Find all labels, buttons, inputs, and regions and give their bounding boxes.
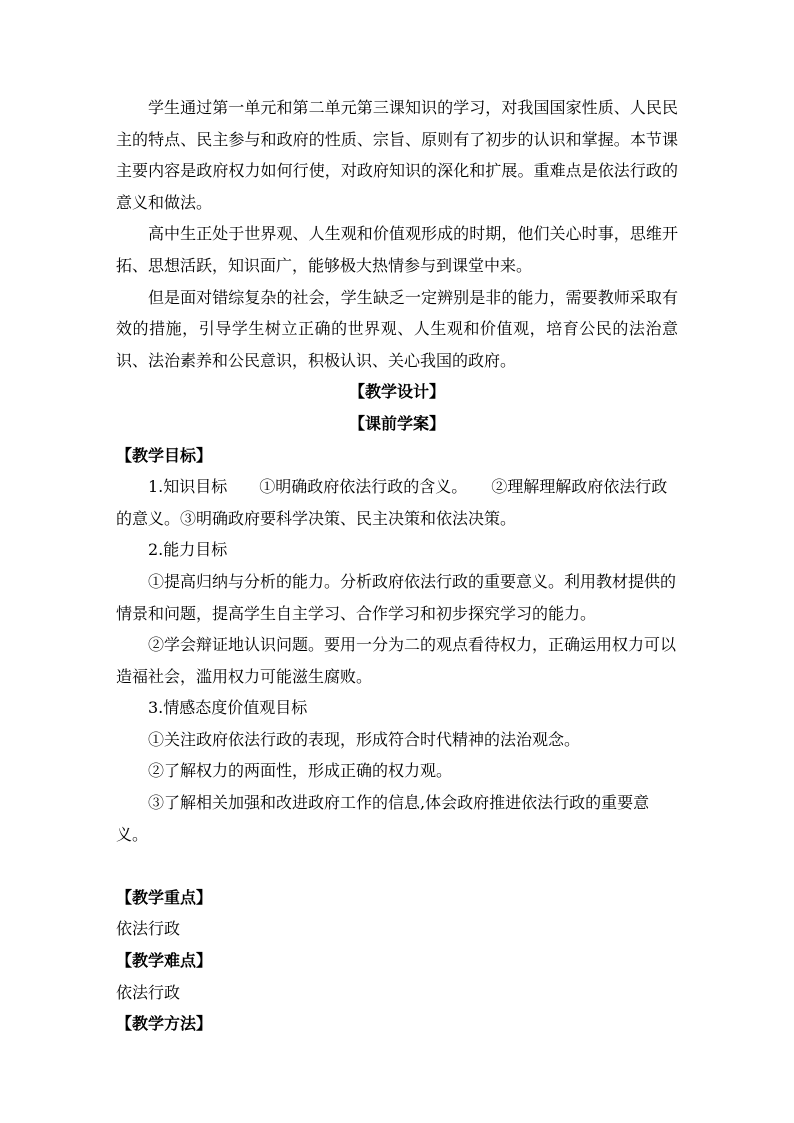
emotion-goal-3: ③了解相关加强和改进政府工作的信息,体会政府推进依法行政的重要意义。 xyxy=(116,793,650,844)
intro-paragraph-2: 高中生正处于世界观、人生观和价值观形成的时期，他们关心时事，思维开拓、思想活跃，知识面广，能够极大热情参与到课堂中来。 xyxy=(116,224,678,275)
ability-goal-1: ①提高归纳与分析的能力。分析政府依法行政的重要意义。利用教材提供的情景和问题，提高学生自主学习、合作学习和初步探究学习的能力。 xyxy=(116,571,677,623)
heading-teaching-goals: 【教学目标】 xyxy=(116,445,213,465)
intro-paragraph-3: 但是面对错综复杂的社会，学生缺乏一定辨别是非的能力，需要教师采取有效的措施，引导学生树立正确的世界观、人生观和价值观，培育公民的法治意识、法治素养和公民意识，积极认识、关心我国的政府。 xyxy=(116,287,678,370)
ability-goal-2: ②学会辩证地认识问题。要用一分为二的观点看待权力，正确运用权力可以造福社会，滥用权力可能滋生腐败。 xyxy=(116,635,677,686)
emotion-goal-2: ②了解权力的两面性，形成正确的权力观。 xyxy=(148,761,453,781)
emotion-goal-1: ①关注政府依法行政的表现，形成符合时代精神的法治观念。 xyxy=(148,729,581,749)
heading-preclass-plan: 【课前学案】 xyxy=(348,413,445,433)
heading-key-point: 【教学重点】 xyxy=(116,887,213,907)
ability-goal-title: 2.能力目标 xyxy=(148,540,228,560)
heading-difficulty: 【教学难点】 xyxy=(116,951,213,971)
blank-line xyxy=(116,850,678,882)
document-body xyxy=(116,92,678,1040)
key-point-text: 依法行政 xyxy=(116,919,181,939)
heading-teaching-design: 【教学设计】 xyxy=(348,382,445,402)
emotion-goal-title: 3.情感态度价值观目标 xyxy=(148,698,308,718)
intro-paragraph-1: 学生通过第一单元和第二单元第三课知识的学习，对我国国家性质、人民民主的特点、民主参与和政府的性质、宗旨、原则有了初步的认识和掌握。本节课主要内容是政府权力如何行使，对政府知识的深化和扩展。重难点是依法行政的意义和做法。 xyxy=(116,98,678,212)
heading-teaching-method: 【教学方法】 xyxy=(116,1014,213,1034)
knowledge-goal: 1.知识目标 ①明确政府依法行政的含义。 ②理解理解政府依法行政的意义。③明确政府要科学决策、民主决策和依法决策。 xyxy=(116,477,668,528)
difficulty-text: 依法行政 xyxy=(116,982,181,1002)
